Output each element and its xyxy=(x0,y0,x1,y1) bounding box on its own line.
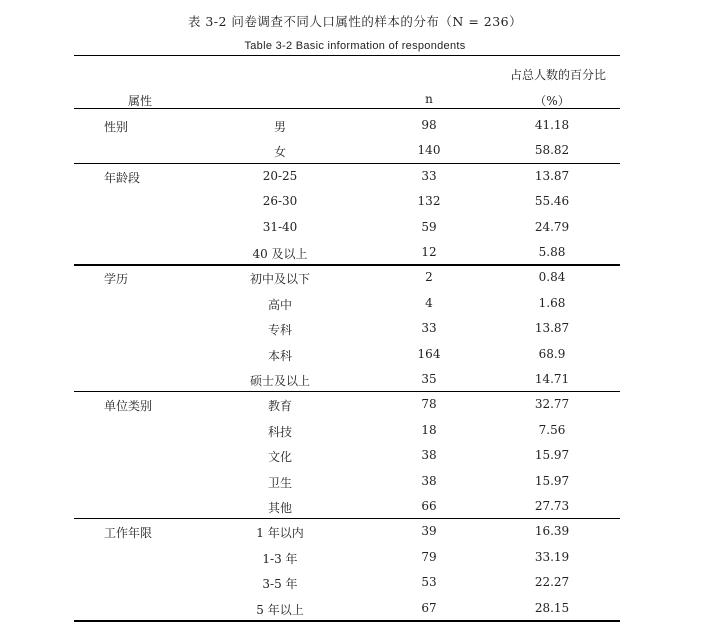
header-n: n xyxy=(425,92,433,106)
row-percent: 58.82 xyxy=(534,143,570,158)
row-percent: 24.79 xyxy=(534,219,570,234)
row-percent: 15.97 xyxy=(534,473,570,488)
row-label: 初中及以下 xyxy=(249,272,310,287)
group-label: 年龄段 xyxy=(104,170,141,185)
group-label: 性别 xyxy=(104,120,129,134)
row-count: 78 xyxy=(421,397,437,412)
header-percent-line1: 占总人数的百分比 xyxy=(510,68,607,82)
row-count: 66 xyxy=(421,499,437,513)
row-label: 本科 xyxy=(267,348,292,363)
row-label: 26-30 xyxy=(262,194,298,209)
header-attribute: 属性 xyxy=(128,94,153,108)
group-label: 学历 xyxy=(104,272,129,287)
row-percent: 13.87 xyxy=(534,168,570,183)
row-label: 20-25 xyxy=(262,168,298,183)
row-percent: 1.68 xyxy=(538,295,566,310)
row-label: 教育 xyxy=(267,399,292,414)
bottom-rule xyxy=(74,620,620,622)
row-label: 科技 xyxy=(267,424,292,439)
top-rule xyxy=(74,55,620,56)
row-label: 硕士及以上 xyxy=(249,374,310,388)
row-count: 18 xyxy=(421,422,437,437)
row-label: 31-40 xyxy=(262,219,298,234)
row-label: 1-3 年 xyxy=(262,551,298,566)
row-count: 79 xyxy=(421,549,437,564)
row-count: 2 xyxy=(425,270,433,285)
row-label: 高中 xyxy=(267,297,292,312)
row-count: 33 xyxy=(421,321,437,336)
row-percent: 55.46 xyxy=(534,194,570,209)
row-label: 女 xyxy=(273,145,286,160)
group-divider xyxy=(74,264,620,266)
row-percent: 14.71 xyxy=(534,372,570,386)
row-percent: 27.73 xyxy=(534,499,570,513)
row-count: 35 xyxy=(421,372,437,386)
group-divider xyxy=(74,163,620,164)
row-percent: 32.77 xyxy=(534,397,570,412)
row-percent: 68.9 xyxy=(538,346,566,361)
row-count: 38 xyxy=(421,473,437,488)
row-percent: 5.88 xyxy=(538,245,566,259)
row-count: 53 xyxy=(421,575,437,590)
row-label: 其他 xyxy=(267,501,292,515)
row-label: 1 年以内 xyxy=(256,526,304,541)
row-count: 12 xyxy=(421,245,437,259)
row-percent: 13.87 xyxy=(534,321,570,336)
row-label: 5 年以上 xyxy=(256,602,304,617)
row-percent: 15.97 xyxy=(534,448,570,463)
row-count: 132 xyxy=(417,194,441,209)
row-count: 33 xyxy=(421,168,437,183)
row-percent: 22.27 xyxy=(534,575,570,590)
table-title-chinese: 表 3-2 问卷调查不同人口属性的样本的分布（N = 236） xyxy=(187,14,523,29)
header-percent-line2: （%） xyxy=(534,94,570,108)
group-divider xyxy=(74,391,620,392)
group-label: 单位类别 xyxy=(104,399,153,414)
table-title-english: Table 3-2 Basic information of respondents xyxy=(244,40,466,52)
row-label: 男 xyxy=(273,120,286,134)
row-label: 40 及以上 xyxy=(252,247,308,261)
row-count: 39 xyxy=(421,524,437,539)
group-label: 工作年限 xyxy=(104,526,153,541)
row-label: 3-5 年 xyxy=(262,577,298,592)
row-count: 67 xyxy=(421,600,437,615)
group-divider xyxy=(74,518,620,519)
row-count: 98 xyxy=(421,118,437,132)
row-percent: 28.15 xyxy=(534,600,570,615)
row-percent: 33.19 xyxy=(534,549,570,564)
row-percent: 16.39 xyxy=(534,524,570,539)
row-percent: 0.84 xyxy=(538,270,566,285)
row-count: 59 xyxy=(421,219,437,234)
row-label: 卫生 xyxy=(267,475,292,490)
row-count: 164 xyxy=(417,346,441,361)
header-rule xyxy=(74,108,620,109)
row-label: 文化 xyxy=(267,450,292,465)
row-percent: 41.18 xyxy=(534,118,570,132)
row-percent: 7.56 xyxy=(538,422,566,437)
row-count: 4 xyxy=(425,295,433,310)
row-count: 140 xyxy=(417,143,441,158)
row-count: 38 xyxy=(421,448,437,463)
row-label: 专科 xyxy=(267,323,292,338)
